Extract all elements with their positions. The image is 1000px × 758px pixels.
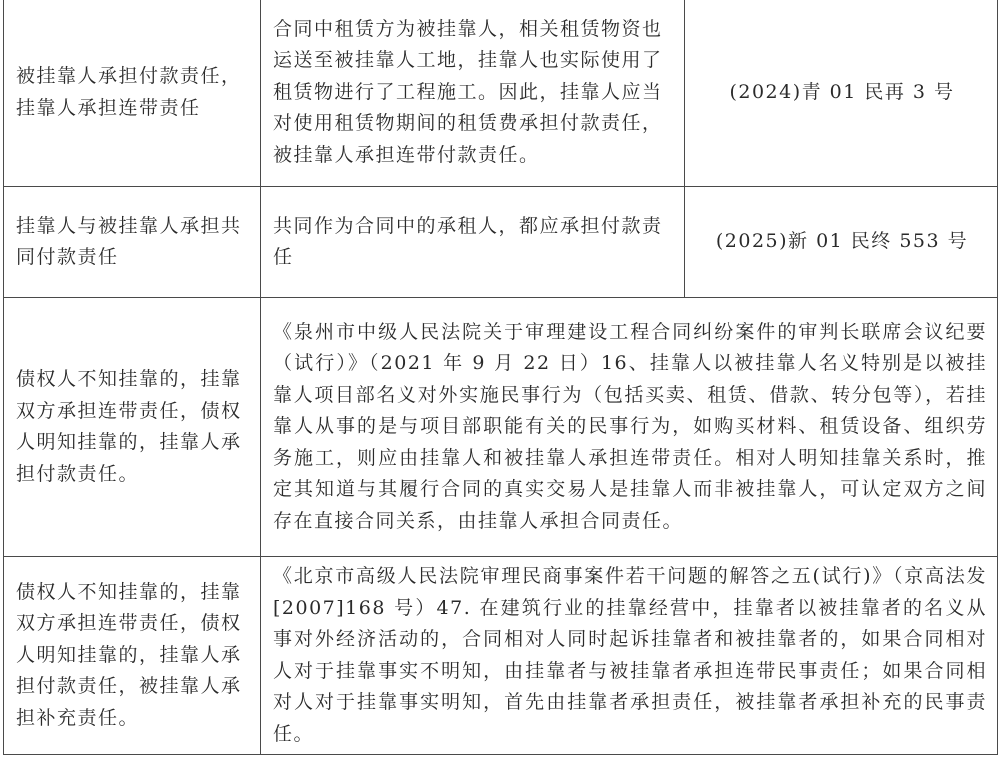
table-row: [4, 557, 998, 755]
table-row: [4, 298, 998, 557]
situation-cell: 挂靠人与被挂靠人承担共同付款责任: [4, 187, 261, 298]
legal-basis-cell: 《泉州市中级人民法院关于审理建设工程合同纠纷案件的审判长联席会议纪要（试行）》（2021 年 9 月 22 日）16、挂靠人以被挂靠人名义特别是以被挂靠人项目部名义对外实施民事行为（包括买卖、租赁、借款、转分包等），若挂靠人从事的是与项目部职能有关的民事行为，如购买材料、租赁设备、组织劳务施工，则应由挂靠人和被挂靠人承担连带责任。相对人明知挂靠关系时，推定其知道与其履行合同的真实交易人是挂靠人而非被挂靠人，可认定双方之间存在直接合同关系，由挂靠人承担合同责任。: [261, 298, 998, 557]
table-row: [4, 0, 998, 187]
legal-basis-cell: 《北京市高级人民法院审理民商事案件若干问题的解答之五(试行)》（京高法发[2007]168 号）47. 在建筑行业的挂靠经营中，挂靠者以被挂靠者的名义从事对外经济活动的，合同相对人同时起诉挂靠者和被挂靠者的，如果合同相对人对于挂靠事实不明知，由挂靠者与被挂靠者承担连带民事责任；如果合同相对人对于挂靠事实明知，首先由挂靠者承担责任，被挂靠者承担补充的民事责任。: [261, 557, 998, 755]
case-number-cell: (2025)新 01 民终 553 号: [685, 187, 998, 298]
situation-cell: 被挂靠人承担付款责任，挂靠人承担连带责任: [4, 0, 261, 187]
reason-cell: 合同中租赁方为被挂靠人，相关租赁物资也运送至被挂靠人工地，挂靠人也实际使用了租赁物进行了工程施工。因此，挂靠人应当对使用租赁物期间的租赁费承担付款责任，被挂靠人承担连带付款责任。: [261, 0, 685, 187]
situation-cell: 债权人不知挂靠的，挂靠双方承担连带责任，债权人明知挂靠的，挂靠人承担付款责任，被挂靠人承担补充责任。: [4, 557, 261, 755]
reason-cell: 共同作为合同中的承租人，都应承担付款责任: [261, 187, 685, 298]
case-number-cell: (2024)青 01 民再 3 号: [685, 0, 998, 187]
liability-table: [3, 0, 998, 755]
situation-cell: 债权人不知挂靠的，挂靠双方承担连带责任，债权人明知挂靠的，挂靠人承担付款责任。: [4, 298, 261, 557]
table-row: [4, 187, 998, 298]
